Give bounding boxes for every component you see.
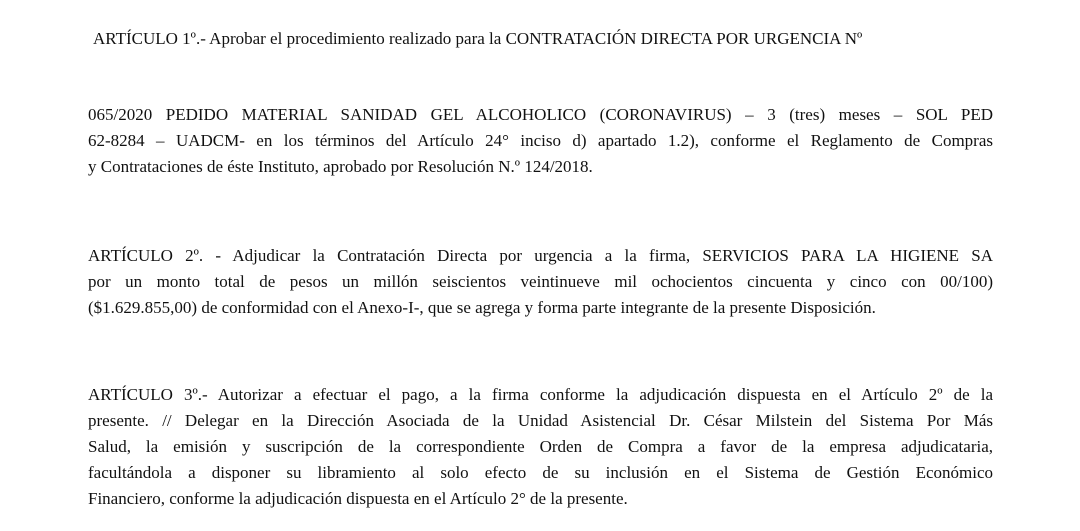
article-3-line-3: Salud, la emisión y suscripción de la correspondiente Orden de Compra a favor de la empresa adjudicataria, — [88, 437, 993, 456]
article-3-line-5: Financiero, conforme la adjudicación dispuesta en el Artículo 2° de la presente. — [88, 489, 628, 508]
article-2-line-1: ARTÍCULO 2º. - Adjudicar la Contratación Directa por urgencia a la firma, SERVICIOS PARA LA HIGIENE SA — [88, 246, 993, 265]
article-1-line-2: 62-8284 – UADCM- en los términos del Artículo 24° inciso d) apartado 1.2), conforme el Reglamento de Compras — [88, 131, 993, 150]
article-1-line-1: 065/2020 PEDIDO MATERIAL SANIDAD GEL ALCOHOLICO (CORONAVIRUS) – 3 (tres) meses – SOL PED — [88, 105, 993, 124]
article-2-line-3: ($1.629.855,00) de conformidad con el Anexo-I-, que se agrega y forma parte integrante de la presente Disposición. — [88, 298, 876, 317]
article-1-heading: ARTÍCULO 1º.- Aprobar el procedimiento realizado para la CONTRATACIÓN DIRECTA POR URGENCIA Nº — [93, 29, 863, 48]
article-2-line-2: por un monto total de pesos un millón seiscientos veintinueve mil ochocientos cincuenta y cinco con 00/100) — [88, 272, 993, 291]
article-3-line-2: presente. // Delegar en la Dirección Asociada de la Unidad Asistencial Dr. César Milstein del Sistema Por Más — [88, 411, 993, 430]
article-3-line-4: facultándola a disponer su libramiento al solo efecto de su inclusión en el Sistema de Gestión Económico — [88, 463, 993, 482]
article-1-line-3: y Contrataciones de éste Instituto, aprobado por Resolución N.º 124/2018. — [88, 157, 593, 176]
article-3-line-1: ARTÍCULO 3º.- Autorizar a efectuar el pago, a la firma conforme la adjudicación dispuesta en el Artículo 2º de la — [88, 385, 993, 404]
